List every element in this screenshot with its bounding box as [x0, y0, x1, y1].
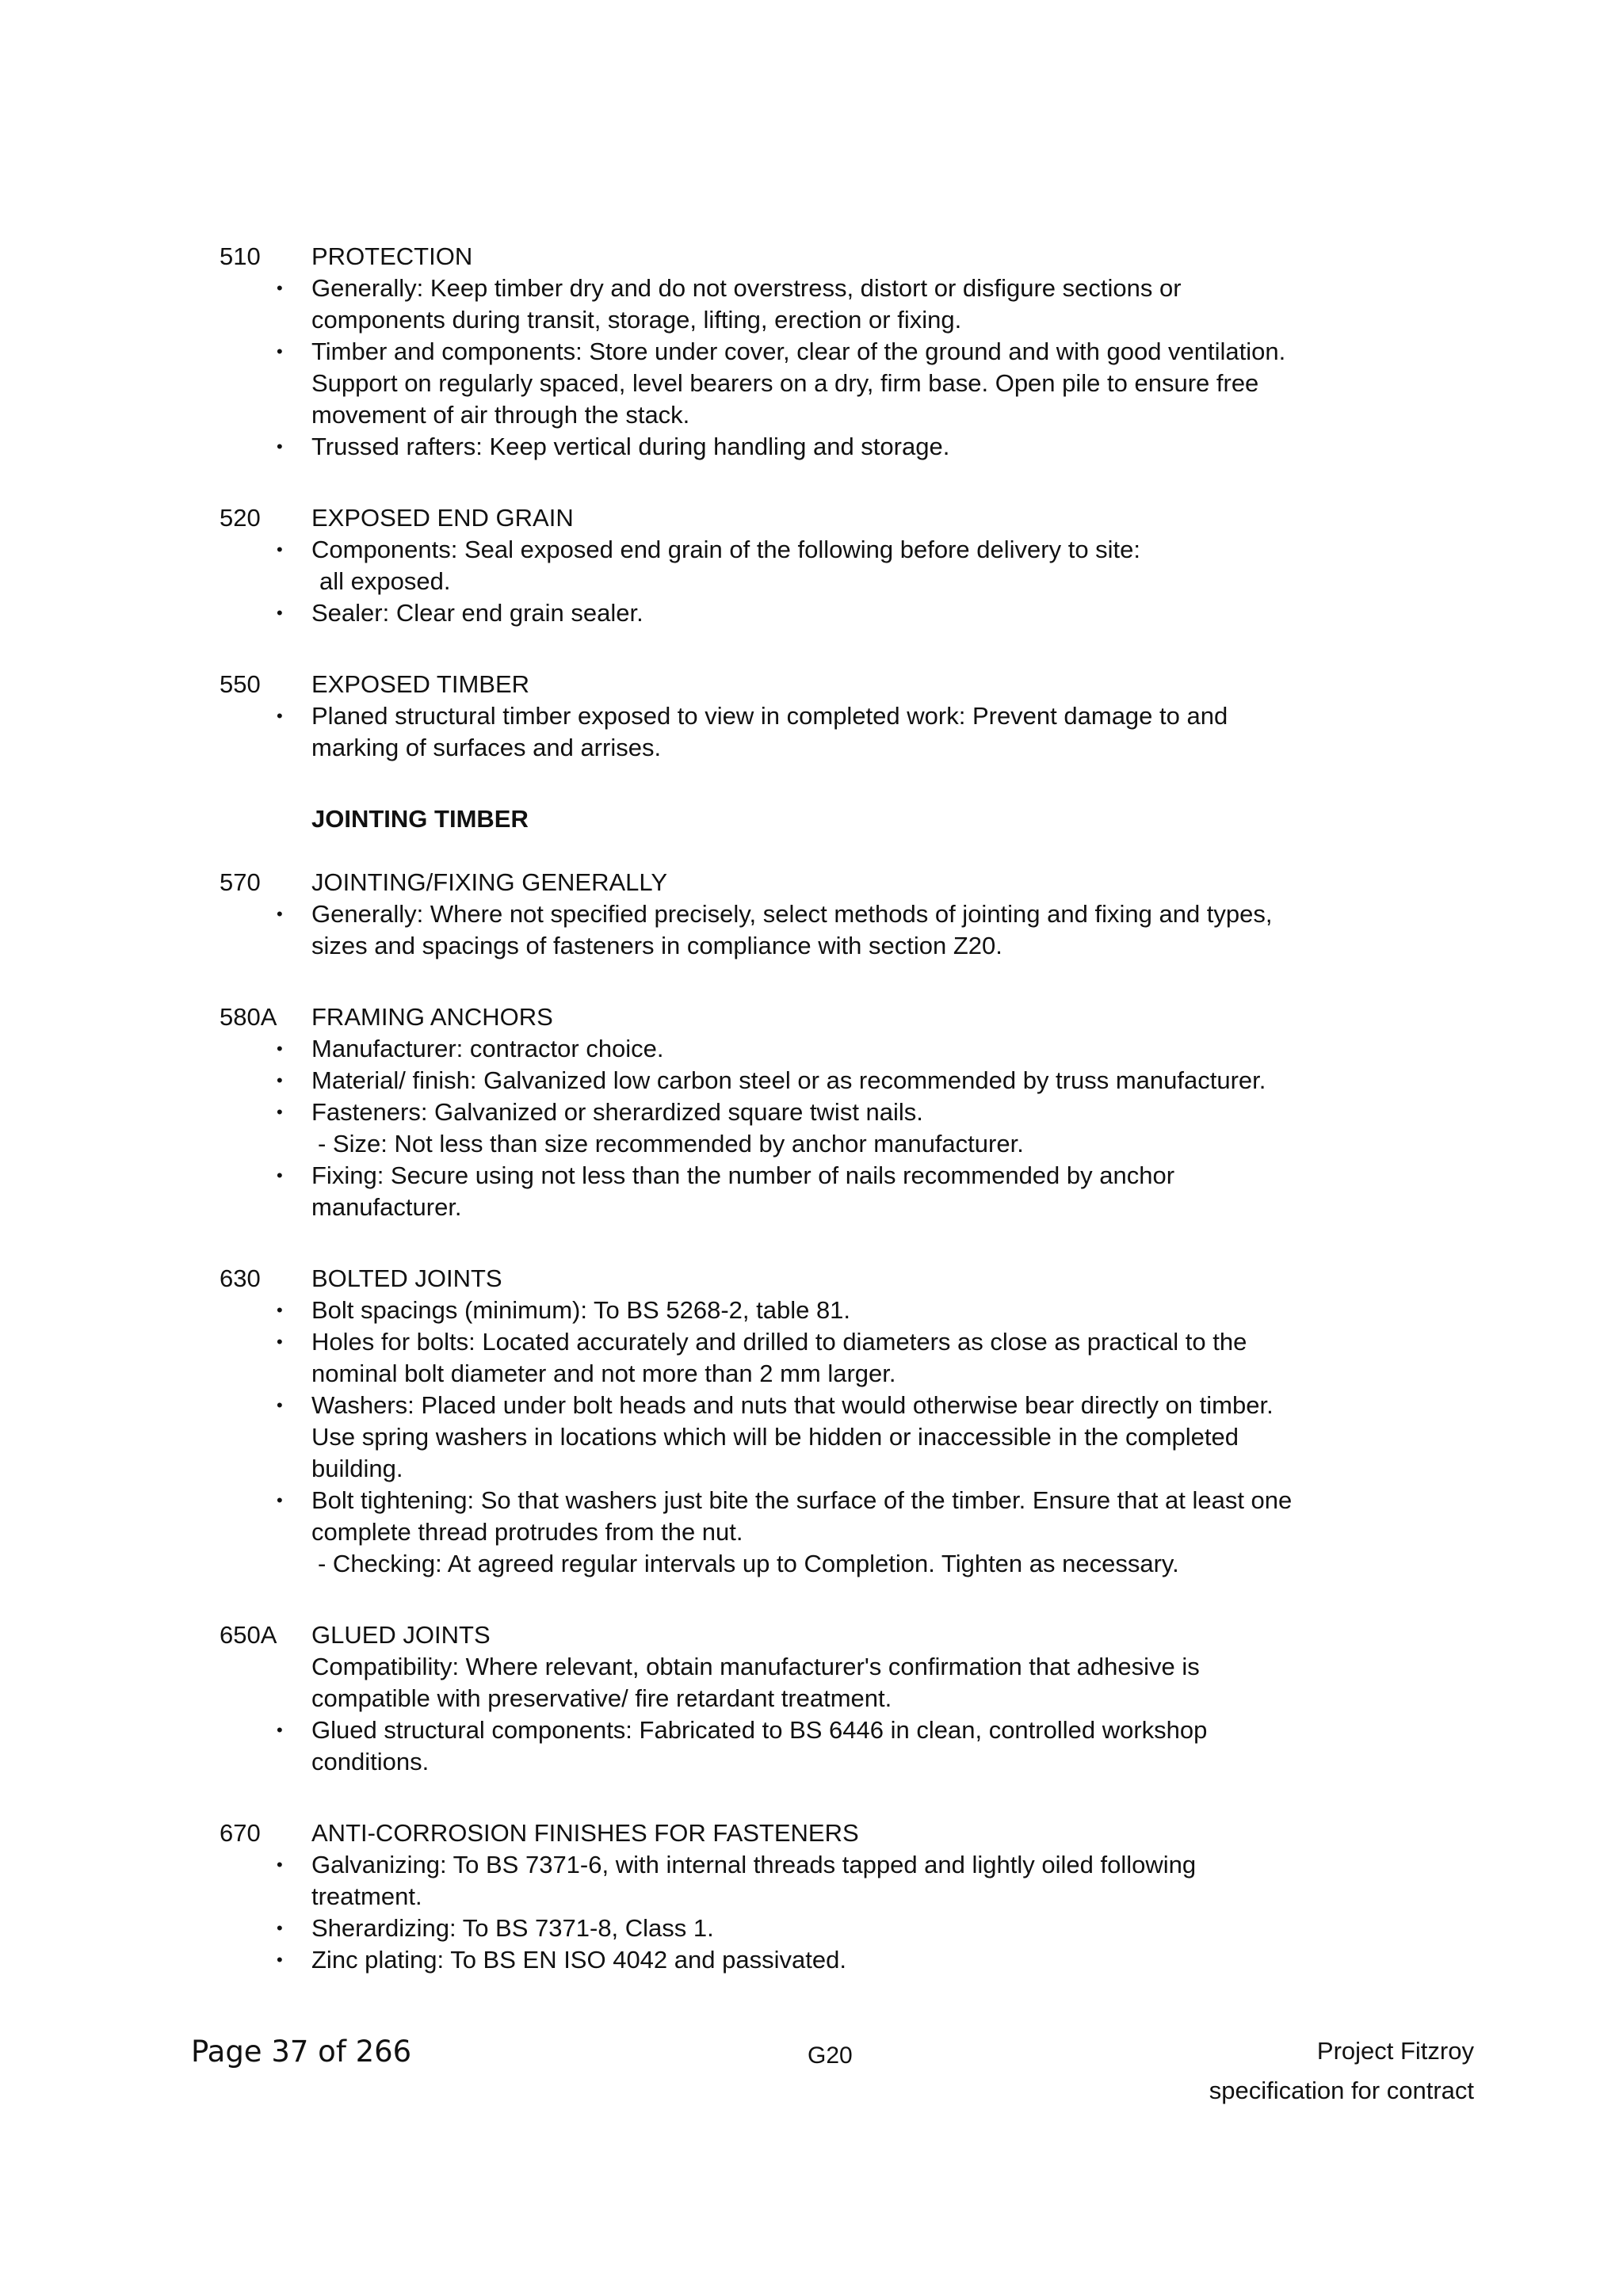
bullet-icon: • — [277, 1039, 283, 1058]
continuation-line — [220, 399, 1424, 431]
sub-item — [220, 1548, 1424, 1580]
line-text: Generally: Where not specified precisely, select methods of jointing and fixing and types, — [311, 900, 1273, 928]
clause-title: FRAMING ANCHORS — [311, 1003, 553, 1031]
line-text: sizes and spacings of fasteners in compliance with section Z20. — [311, 932, 1002, 959]
bullet-icon: • — [277, 1490, 283, 1510]
clause-title: EXPOSED END GRAIN — [311, 504, 574, 532]
line-text: Timber and components: Store under cover, clear of the ground and with good ventilation. — [311, 338, 1286, 365]
project-name: Project Fitzroy — [1316, 2037, 1474, 2065]
bullet-icon: • — [277, 540, 283, 559]
continuation-line — [220, 930, 1424, 962]
continuation-line — [220, 368, 1424, 399]
clause-title: EXPOSED TIMBER — [311, 670, 530, 698]
clause-520 — [220, 502, 1424, 629]
bullet-icon: • — [277, 706, 283, 726]
bullet-icon: • — [277, 904, 283, 924]
continuation-line — [220, 1746, 1424, 1778]
bullet-item — [220, 1714, 1424, 1746]
bullet-item — [220, 1944, 1424, 1976]
line-text: Support on regularly spaced, level bearers on a dry, firm base. Open pile to ensure free — [311, 369, 1259, 397]
bullet-item — [220, 336, 1424, 368]
clause-number: 520 — [220, 504, 261, 532]
continuation-line — [220, 1192, 1424, 1223]
line-text: Material/ finish: Galvanized low carbon steel or as recommended by truss manufacturer. — [311, 1066, 1266, 1094]
continuation-line — [220, 732, 1424, 764]
continuation-line — [220, 1358, 1424, 1390]
clause-number: 650A — [220, 1621, 277, 1649]
bullet-icon: • — [277, 341, 283, 361]
line-text: components during transit, storage, lifting, erection or fixing. — [311, 306, 962, 334]
clause-670 — [220, 1817, 1424, 1976]
bullet-item — [220, 534, 1424, 566]
continuation-line — [220, 1683, 1424, 1714]
line-text: marking of surfaces and arrises. — [311, 734, 662, 761]
bullet-item — [220, 700, 1424, 732]
line-text: Fasteners: Galvanized or sherardized square twist nails. — [311, 1098, 923, 1126]
line-text: Bolt tightening: So that washers just bite the surface of the timber. Ensure that at least one — [311, 1486, 1293, 1514]
bullet-icon: • — [277, 1332, 283, 1352]
continuation-line — [220, 1651, 1424, 1683]
clause-title: ANTI-CORROSION FINISHES FOR FASTENERS — [311, 1819, 859, 1847]
line-text: Glued structural components: Fabricated to BS 6446 in clean, controlled workshop — [311, 1716, 1208, 1744]
bullet-icon: • — [277, 278, 283, 298]
continuation-line — [220, 1453, 1424, 1485]
clause-title: JOINTING/FIXING GENERALLY — [311, 868, 668, 896]
line-text: Sherardizing: To BS 7371-8, Class 1. — [311, 1914, 714, 1942]
bullet-icon: • — [277, 603, 283, 623]
bullet-item — [220, 1033, 1424, 1065]
line-text: Compatibility: Where relevant, obtain manufacturer's confirmation that adhesive is — [311, 1653, 1200, 1680]
bullet-item — [220, 431, 1424, 463]
clause-630 — [220, 1263, 1424, 1580]
line-text: Manufacturer: contractor choice. — [311, 1035, 664, 1062]
line-text: Generally: Keep timber dry and do not overstress, distort or disfigure sections or — [311, 274, 1182, 302]
line-text: Trussed rafters: Keep vertical during handling and storage. — [311, 433, 950, 460]
line-text: treatment. — [311, 1882, 422, 1910]
continuation-line — [220, 1516, 1424, 1548]
sub-item — [220, 1128, 1424, 1160]
line-text: complete thread protrudes from the nut. — [311, 1518, 743, 1546]
line-text: Holes for bolts: Located accurately and drilled to diameters as close as practical to the — [311, 1328, 1247, 1356]
indented-line — [220, 566, 1424, 597]
line-text: Planed structural timber exposed to view in completed work: Prevent damage to and — [311, 702, 1228, 730]
clause-580a — [220, 1001, 1424, 1223]
line-text: Galvanizing: To BS 7371-6, with internal threads tapped and lightly oiled following — [311, 1851, 1197, 1878]
clause-650a — [220, 1619, 1424, 1778]
line-text: manufacturer. — [311, 1193, 462, 1221]
clause-number: 670 — [220, 1819, 261, 1847]
bullet-item — [220, 1326, 1424, 1358]
bullet-item — [220, 597, 1424, 629]
section-code: G20 — [808, 2042, 853, 2069]
clause-header — [220, 241, 1424, 273]
clause-header — [220, 502, 1424, 534]
bullet-item — [220, 1295, 1424, 1326]
bullet-item — [220, 273, 1424, 304]
footer-project-info — [1209, 2031, 1474, 2111]
clause-510 — [220, 241, 1424, 463]
clause-number: 550 — [220, 670, 261, 698]
clause-title: PROTECTION — [311, 242, 473, 270]
line-text: Zinc plating: To BS EN ISO 4042 and passivated. — [311, 1946, 846, 1974]
section-heading: JOINTING TIMBER — [311, 805, 529, 833]
line-text: Use spring washers in locations which will be hidden or inaccessible in the completed — [311, 1423, 1239, 1451]
bullet-icon: • — [277, 437, 283, 456]
bullet-icon: • — [277, 1855, 283, 1875]
clause-group-jointing — [220, 867, 1424, 1976]
bullet-item — [220, 1390, 1424, 1421]
page-number: Page 37 of 266 — [191, 2035, 412, 2069]
clause-number: 630 — [220, 1264, 261, 1292]
continuation-line — [220, 304, 1424, 336]
bullet-item — [220, 898, 1424, 930]
clause-header — [220, 669, 1424, 700]
line-text: Components: Seal exposed end grain of the following before delivery to site: — [311, 536, 1141, 563]
clause-header — [220, 1263, 1424, 1295]
line-text: Bolt spacings (minimum): To BS 5268-2, table 81. — [311, 1296, 851, 1324]
line-text: Sealer: Clear end grain sealer. — [311, 599, 643, 627]
bullet-icon: • — [277, 1918, 283, 1938]
clause-header — [220, 1619, 1424, 1651]
bullet-icon: • — [277, 1070, 283, 1090]
line-text: Washers: Placed under bolt heads and nuts that would otherwise bear directly on timber. — [311, 1391, 1274, 1419]
continuation-line — [220, 1421, 1424, 1453]
line-text: all exposed. — [319, 567, 451, 595]
bullet-icon: • — [277, 1950, 283, 1970]
document-type: specification for contract — [1209, 2077, 1474, 2104]
specification-body — [220, 241, 1424, 2016]
line-text: building. — [311, 1455, 403, 1482]
line-text: - Checking: At agreed regular intervals up to Completion. Tighten as necessary. — [318, 1550, 1179, 1577]
clause-header — [220, 1001, 1424, 1033]
clause-number: 570 — [220, 868, 261, 896]
bullet-item — [220, 1485, 1424, 1516]
clause-570 — [220, 867, 1424, 962]
bullet-icon: • — [277, 1300, 283, 1320]
clause-header — [220, 867, 1424, 898]
line-text: Fixing: Secure using not less than the number of nails recommended by anchor — [311, 1161, 1175, 1189]
clause-title: BOLTED JOINTS — [311, 1264, 502, 1292]
clause-title: GLUED JOINTS — [311, 1621, 491, 1649]
bullet-icon: • — [277, 1720, 283, 1740]
clause-number: 510 — [220, 242, 261, 270]
line-text: compatible with preservative/ fire retardant treatment. — [311, 1684, 892, 1712]
clause-550 — [220, 669, 1424, 764]
clause-header — [220, 1817, 1424, 1849]
bullet-item — [220, 1160, 1424, 1192]
line-text: conditions. — [311, 1748, 430, 1775]
bullet-item — [220, 1065, 1424, 1097]
line-text: nominal bolt diameter and not more than 2 mm larger. — [311, 1360, 896, 1387]
clause-number: 580A — [220, 1003, 277, 1031]
continuation-line — [220, 1881, 1424, 1913]
clause-group-protection — [220, 241, 1424, 764]
bullet-item — [220, 1849, 1424, 1881]
line-text: - Size: Not less than size recommended by anchor manufacturer. — [318, 1130, 1024, 1158]
bullet-icon: • — [277, 1102, 283, 1122]
line-text: movement of air through the stack. — [311, 401, 690, 429]
bullet-icon: • — [277, 1165, 283, 1185]
bullet-item — [220, 1913, 1424, 1944]
bullet-item — [220, 1097, 1424, 1128]
bullet-icon: • — [277, 1395, 283, 1415]
